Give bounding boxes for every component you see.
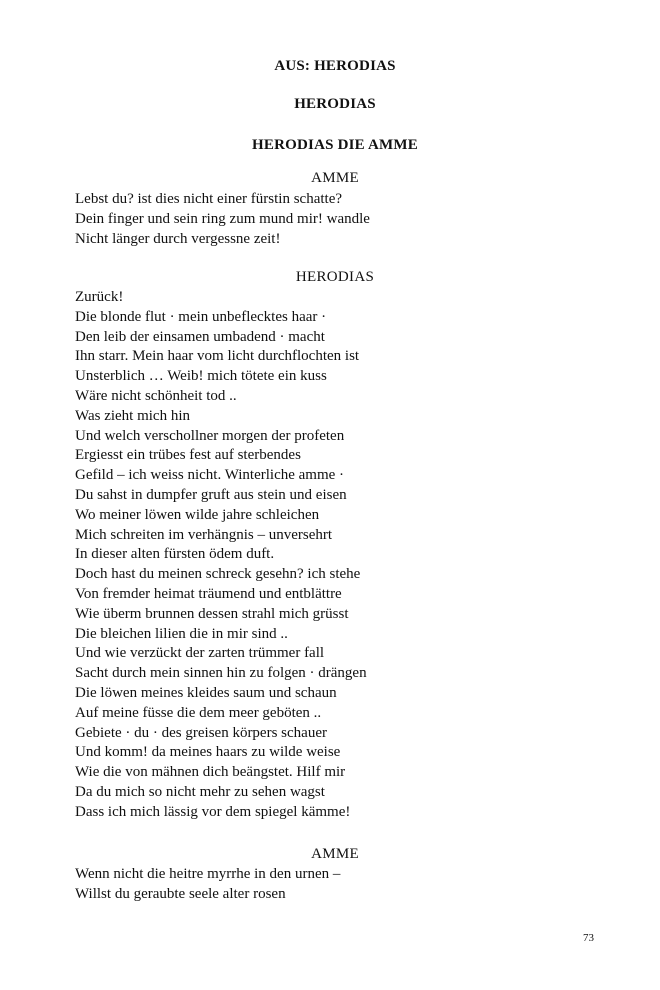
verse-line: Wie überm brunnen dessen strahl mich grüsst <box>75 605 349 622</box>
verse-line: Was zieht mich hin <box>75 407 191 424</box>
scene-characters: HERODIAS DIE AMME <box>252 137 418 153</box>
page-number: 73 <box>583 932 594 944</box>
verse-line: Wo meiner löwen wilde jahre schleichen <box>75 506 320 523</box>
poem-title: AUS: HERODIAS <box>274 58 396 74</box>
verse-line: Lebst du? ist dies nicht einer fürstin schatte? <box>75 191 343 207</box>
stanza-lines <box>75 288 367 823</box>
poem-subtitle: HERODIAS <box>294 96 376 112</box>
verse-line: Unsterblich … Weib! mich tötete ein kuss <box>75 368 327 385</box>
verse-line: Doch hast du meinen schreck gesehn? ich stehe <box>75 566 361 583</box>
verse-line: Von fremder heimat träumend und entblättre <box>75 585 342 602</box>
verse-line: Mich schreiten im verhängnis – unversehrt <box>75 526 333 543</box>
verse-line: Gefild – ich weiss nicht. Winterliche amme · <box>75 467 345 484</box>
verse-line: Ihn starr. Mein haar vom licht durchflochten ist <box>75 348 360 365</box>
verse-line: Wie die von mähnen dich beängstet. Hilf mir <box>75 764 346 781</box>
verse-line: Willst du geraubte seele alter rosen <box>75 885 286 902</box>
verse-line: Den leib der einsamen umbadend · macht <box>75 328 325 345</box>
verse-line: Und wie verzückt der zarten trümmer fall <box>75 645 325 662</box>
verse-line: Dass ich mich lässig vor dem spiegel kämme! <box>75 803 351 820</box>
verse-line: Wäre nicht schönheit tod .. <box>75 387 237 404</box>
verse-line: Und komm! da meines haars zu wilde weise <box>75 744 341 761</box>
speaker-label: AMME <box>311 846 359 862</box>
verse-line: Da du mich so nicht mehr zu sehen wagst <box>75 783 325 800</box>
verse-line: Die blonde flut · mein unbeflecktes haar · <box>75 308 327 325</box>
speaker-label: AMME <box>311 170 359 186</box>
verse-line: Gebiete · du · des greisen körpers schauer <box>75 724 327 741</box>
verse-line: In dieser alten fürsten ödem duft. <box>75 546 275 563</box>
stanza-lines <box>75 190 370 249</box>
verse-line: Die löwen meines kleides saum und schaun <box>75 684 337 701</box>
speaker-label: HERODIAS <box>295 269 375 285</box>
verse-line: Nicht länger durch vergessne zeit! <box>75 230 281 247</box>
verse-line: Sacht durch mein sinnen hin zu folgen · drängen <box>75 665 367 682</box>
verse-line: Ergiesst ein trübes fest auf sterbendes <box>75 447 301 464</box>
stanza-lines <box>75 865 340 905</box>
verse-line: Auf meine füsse die dem meer geböten .. <box>75 704 322 721</box>
verse-line: Die bleichen lilien die in mir sind .. <box>75 625 288 642</box>
verse-line: Und welch verschollner morgen der profeten <box>75 427 345 444</box>
verse-line: Wenn nicht die heitre myrrhe in den urnen – <box>75 866 341 882</box>
verse-line: Dein finger und sein ring zum mund mir! wandle <box>75 210 370 227</box>
verse-line: Du sahst in dumpfer gruft aus stein und eisen <box>75 486 347 503</box>
verse-line: Zurück! <box>75 289 124 305</box>
